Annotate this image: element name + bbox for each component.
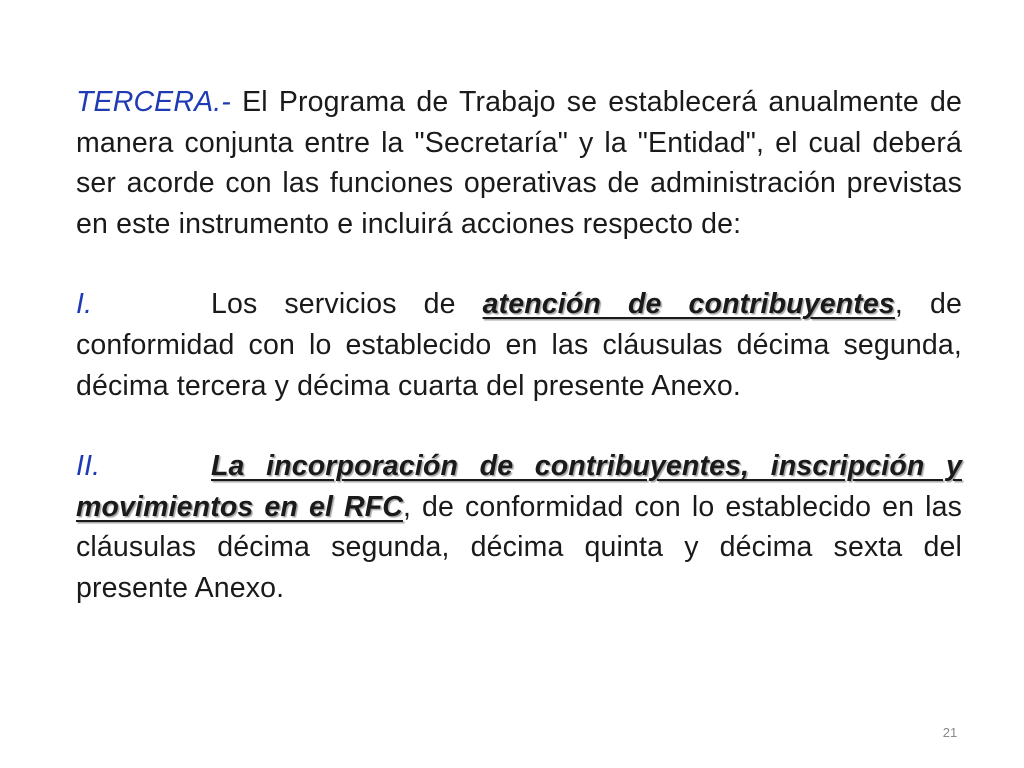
list-item-2: [76, 446, 962, 608]
item-text-before: Los servicios de: [211, 288, 483, 321]
clause-title: TERCERA.-: [76, 86, 231, 118]
item-text-after: , de conformidad con lo establecido en las cláusulas décima segunda, décima quinta y décima sexta del presente Anexo.: [76, 490, 962, 604]
item-emphasis: La incorporación de contribuyentes, inscripción y movimientos en el RFC: [76, 450, 962, 523]
page-number: 21: [942, 725, 958, 740]
item-text-after: , de conformidad con lo establecido en las cláusulas décima segunda, décima tercera y décima cuarta del presente Anexo.: [76, 288, 962, 402]
item-numeral: I.: [76, 288, 93, 321]
list-item-1: [76, 284, 962, 406]
item-emphasis: atención de contribuyentes: [482, 288, 895, 321]
slide-body: [76, 82, 962, 609]
clause-text: El Programa de Trabajo se establecerá anualmente de manera conjunta entre la "Secretaría" y la "Entidad", el cual deberá ser acorde con las funciones operativas de administración previstas en este instrumento e incluirá acciones respecto de:: [76, 86, 962, 240]
item-numeral: II.: [76, 450, 101, 483]
clause-paragraph: [76, 82, 962, 244]
